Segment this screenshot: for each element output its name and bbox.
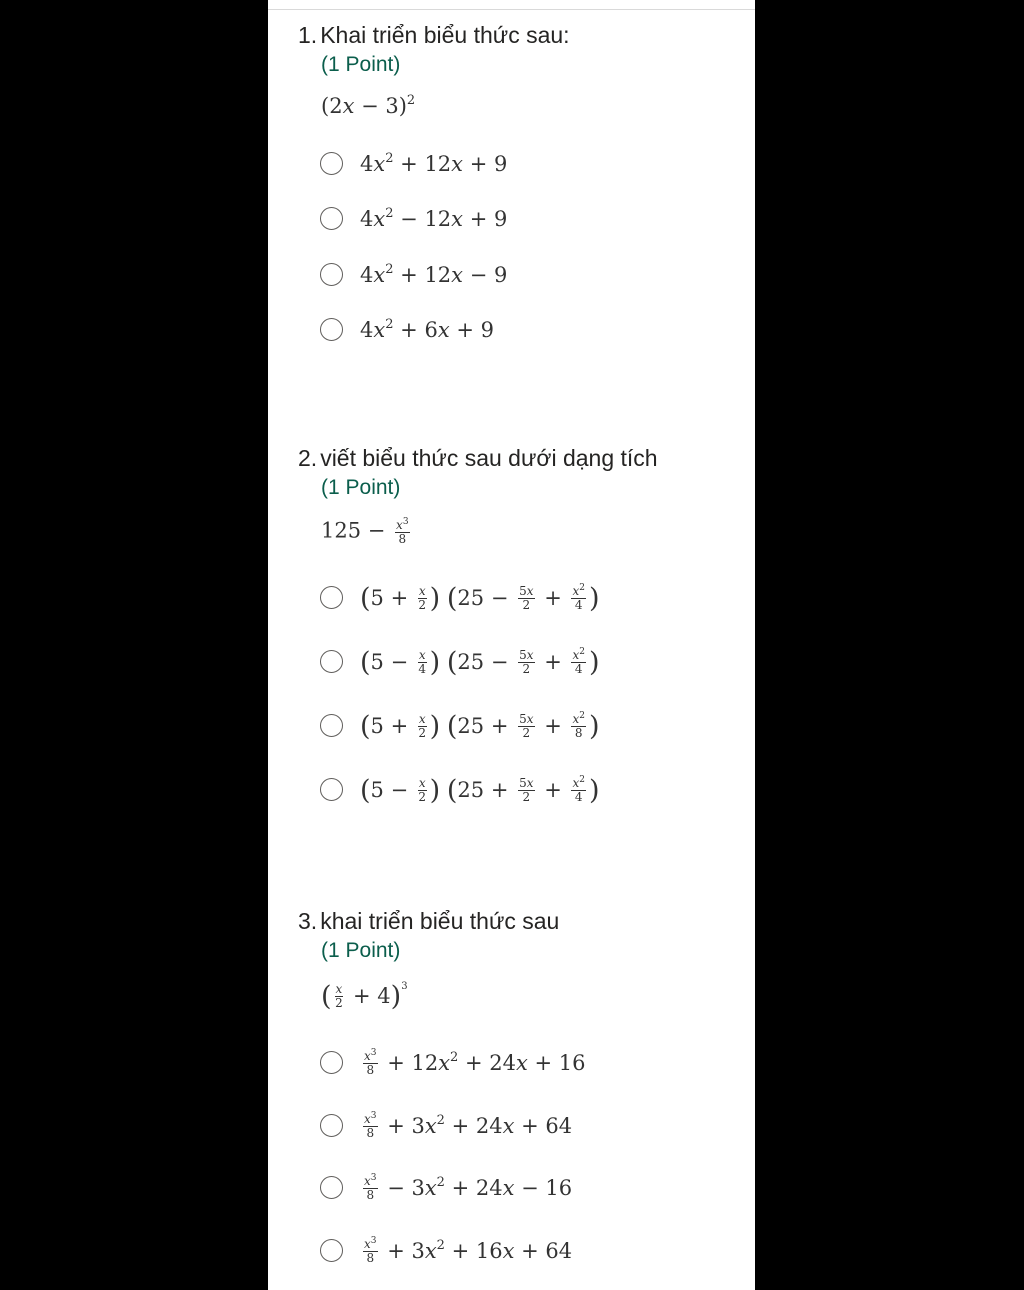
divider — [268, 9, 755, 10]
option-2c[interactable] — [320, 712, 700, 742]
option-label: (5 + $\frac{x}{2}$ ) (25 − $\frac{5x}{2}$ + $\frac{x^2}{4}$ ) — [360, 583, 600, 614]
radio-button[interactable] — [320, 778, 343, 801]
option-1b[interactable] — [320, 205, 700, 235]
radio-button[interactable] — [320, 152, 343, 175]
radio-button[interactable] — [320, 1051, 343, 1074]
option-3c[interactable] — [320, 1174, 700, 1204]
option-3b[interactable] — [320, 1112, 700, 1142]
option-label: (5 − $\frac{x}{4}$ ) (25 − $\frac{5x}{2}$ + $\frac{x^2}{4}$ ) — [360, 647, 600, 678]
question-text: khai triển biểu thức sau — [320, 908, 560, 934]
option-1d[interactable] — [320, 316, 700, 346]
question-prompt: 125 − $\frac{x^3}{8}$ — [321, 517, 409, 546]
option-2d[interactable] — [320, 776, 700, 806]
question-number: 3. — [298, 908, 318, 934]
option-1a[interactable] — [320, 150, 700, 180]
question-points: (1 Point) — [321, 939, 401, 962]
option-3d[interactable] — [320, 1237, 700, 1267]
option-label: $\frac{x^3}{8}$ + $12x^2 + 24x + 16$ — [364, 1048, 586, 1077]
option-label: $4x^2 + 6x + 9$ — [360, 317, 494, 342]
radio-button[interactable] — [320, 207, 343, 230]
radio-button[interactable] — [320, 586, 343, 609]
question-prompt: $(2x - 3)^2$ — [321, 93, 416, 118]
radio-button[interactable] — [320, 1239, 343, 1262]
option-2a[interactable] — [320, 584, 700, 614]
question-title — [298, 22, 570, 49]
option-label: $\frac{x^3}{8}$ − $3x^2 + 24x - 16$ — [364, 1173, 573, 1202]
option-label: (5 + $\frac{x}{2}$ ) (25 + $\frac{5x}{2}$ + $\frac{x^2}{8}$ ) — [360, 711, 600, 742]
form-panel — [268, 0, 755, 1290]
radio-button[interactable] — [320, 1176, 343, 1199]
question-points: (1 Point) — [321, 53, 401, 76]
question-points: (1 Point) — [321, 476, 401, 499]
option-label: $4x^2 - 12x + 9$ — [360, 206, 508, 231]
option-1c[interactable] — [320, 261, 700, 291]
question-number: 2. — [298, 445, 318, 471]
option-2b[interactable] — [320, 648, 700, 678]
radio-button[interactable] — [320, 263, 343, 286]
option-3a[interactable] — [320, 1049, 700, 1079]
question-prompt: ( $\frac{x}{2}$ + 4)$^3$ — [321, 981, 408, 1012]
question-text: viết biểu thức sau dưới dạng tích — [320, 445, 658, 471]
question-number: 1. — [298, 22, 318, 48]
option-label: $\frac{x^3}{8}$ + $3x^2 + 24x + 64$ — [364, 1111, 573, 1140]
option-label: (5 − $\frac{x}{2}$ ) (25 + $\frac{5x}{2}$ + $\frac{x^2}{4}$ ) — [360, 775, 600, 806]
radio-button[interactable] — [320, 1114, 343, 1137]
radio-button[interactable] — [320, 318, 343, 341]
option-label: $\frac{x^3}{8}$ + $3x^2 + 16x + 64$ — [364, 1236, 573, 1265]
question-title — [298, 445, 658, 472]
radio-button[interactable] — [320, 714, 343, 737]
question-title — [298, 908, 559, 935]
option-label: $4x^2 + 12x + 9$ — [360, 151, 508, 176]
radio-button[interactable] — [320, 650, 343, 673]
question-text: Khai triển biểu thức sau: — [320, 22, 570, 48]
option-label: $4x^2 + 12x - 9$ — [360, 262, 508, 287]
